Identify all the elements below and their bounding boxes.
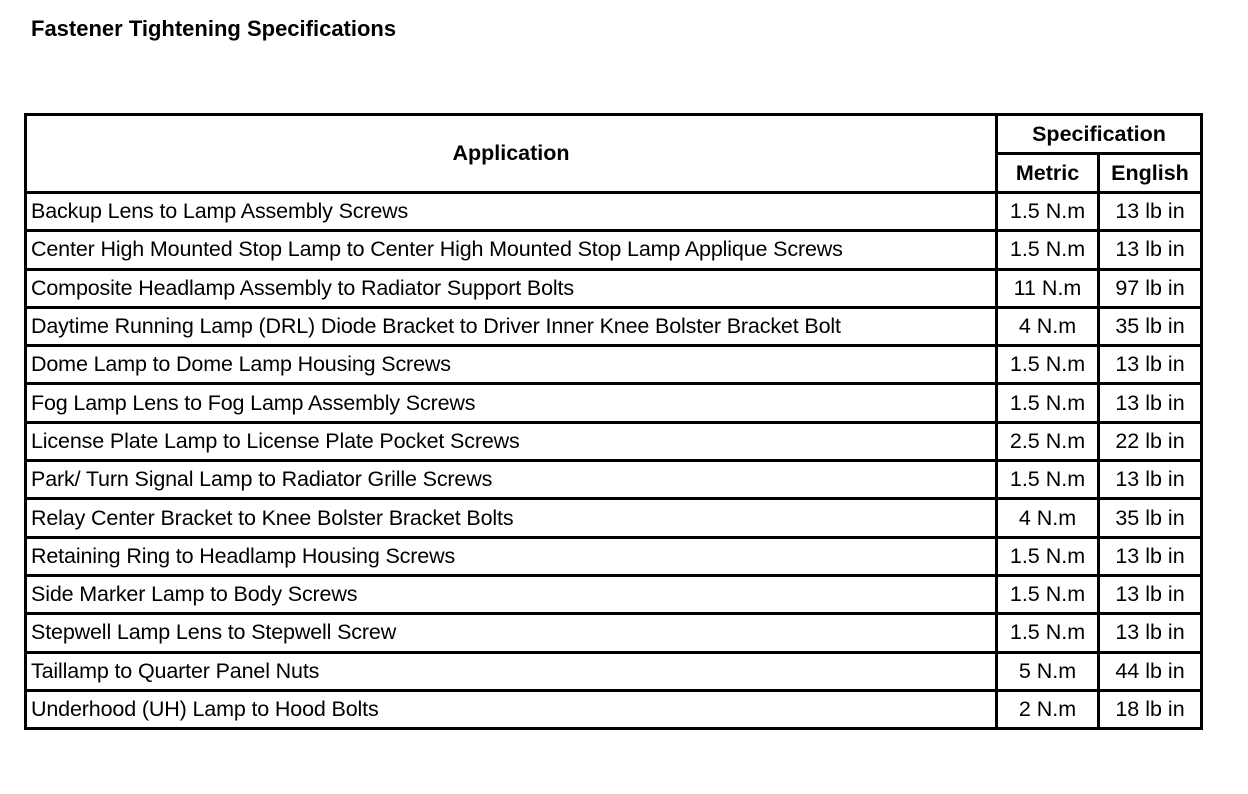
table-body [26,193,1202,729]
table-row [26,269,1202,307]
english-cell: 22 lb in [1099,422,1202,460]
table-row [26,307,1202,345]
application-cell: Center High Mounted Stop Lamp to Center High Mounted Stop Lamp Applique Screws [26,231,997,269]
metric-cell: 1.5 N.m [997,193,1099,231]
metric-cell: 2.5 N.m [997,422,1099,460]
column-header-english: English [1099,154,1202,193]
metric-cell: 11 N.m [997,269,1099,307]
metric-cell: 1.5 N.m [997,614,1099,652]
column-group-header-specification: Specification [997,115,1202,154]
metric-cell: 4 N.m [997,307,1099,345]
application-cell: Backup Lens to Lamp Assembly Screws [26,193,997,231]
metric-cell: 1.5 N.m [997,231,1099,269]
english-cell: 35 lb in [1099,307,1202,345]
table-row [26,231,1202,269]
metric-cell: 2 N.m [997,690,1099,728]
table-row [26,575,1202,613]
metric-cell: 1.5 N.m [997,346,1099,384]
english-cell: 13 lb in [1099,537,1202,575]
application-cell: Composite Headlamp Assembly to Radiator Support Bolts [26,269,997,307]
application-cell: Underhood (UH) Lamp to Hood Bolts [26,690,997,728]
fastener-spec-table [24,113,1203,730]
metric-cell: 1.5 N.m [997,461,1099,499]
application-cell: Relay Center Bracket to Knee Bolster Bracket Bolts [26,499,997,537]
metric-cell: 5 N.m [997,652,1099,690]
column-header-metric: Metric [997,154,1099,193]
table-row [26,461,1202,499]
application-cell: Side Marker Lamp to Body Screws [26,575,997,613]
english-cell: 44 lb in [1099,652,1202,690]
english-cell: 18 lb in [1099,690,1202,728]
application-cell: Park/ Turn Signal Lamp to Radiator Grille Screws [26,461,997,499]
application-cell: Stepwell Lamp Lens to Stepwell Screw [26,614,997,652]
table-row [26,537,1202,575]
application-cell: Taillamp to Quarter Panel Nuts [26,652,997,690]
table-header-row [26,115,1202,154]
table-row [26,193,1202,231]
english-cell: 13 lb in [1099,193,1202,231]
english-cell: 13 lb in [1099,384,1202,422]
application-cell: Daytime Running Lamp (DRL) Diode Bracket to Driver Inner Knee Bolster Bracket Bolt [26,307,997,345]
english-cell: 13 lb in [1099,346,1202,384]
page-title: Fastener Tightening Specifications [31,16,397,41]
application-cell: Dome Lamp to Dome Lamp Housing Screws [26,346,997,384]
metric-cell: 4 N.m [997,499,1099,537]
english-cell: 13 lb in [1099,231,1202,269]
table-row [26,384,1202,422]
application-cell: Retaining Ring to Headlamp Housing Screws [26,537,997,575]
english-cell: 13 lb in [1099,614,1202,652]
column-header-application: Application [26,115,997,193]
english-cell: 13 lb in [1099,461,1202,499]
table-row [26,614,1202,652]
metric-cell: 1.5 N.m [997,384,1099,422]
metric-cell: 1.5 N.m [997,537,1099,575]
table-row [26,652,1202,690]
english-cell: 35 lb in [1099,499,1202,537]
metric-cell: 1.5 N.m [997,575,1099,613]
application-cell: Fog Lamp Lens to Fog Lamp Assembly Screws [26,384,997,422]
english-cell: 13 lb in [1099,575,1202,613]
table-row [26,499,1202,537]
application-cell: License Plate Lamp to License Plate Pocket Screws [26,422,997,460]
table-row [26,690,1202,728]
table-row [26,346,1202,384]
english-cell: 97 lb in [1099,269,1202,307]
table-row [26,422,1202,460]
